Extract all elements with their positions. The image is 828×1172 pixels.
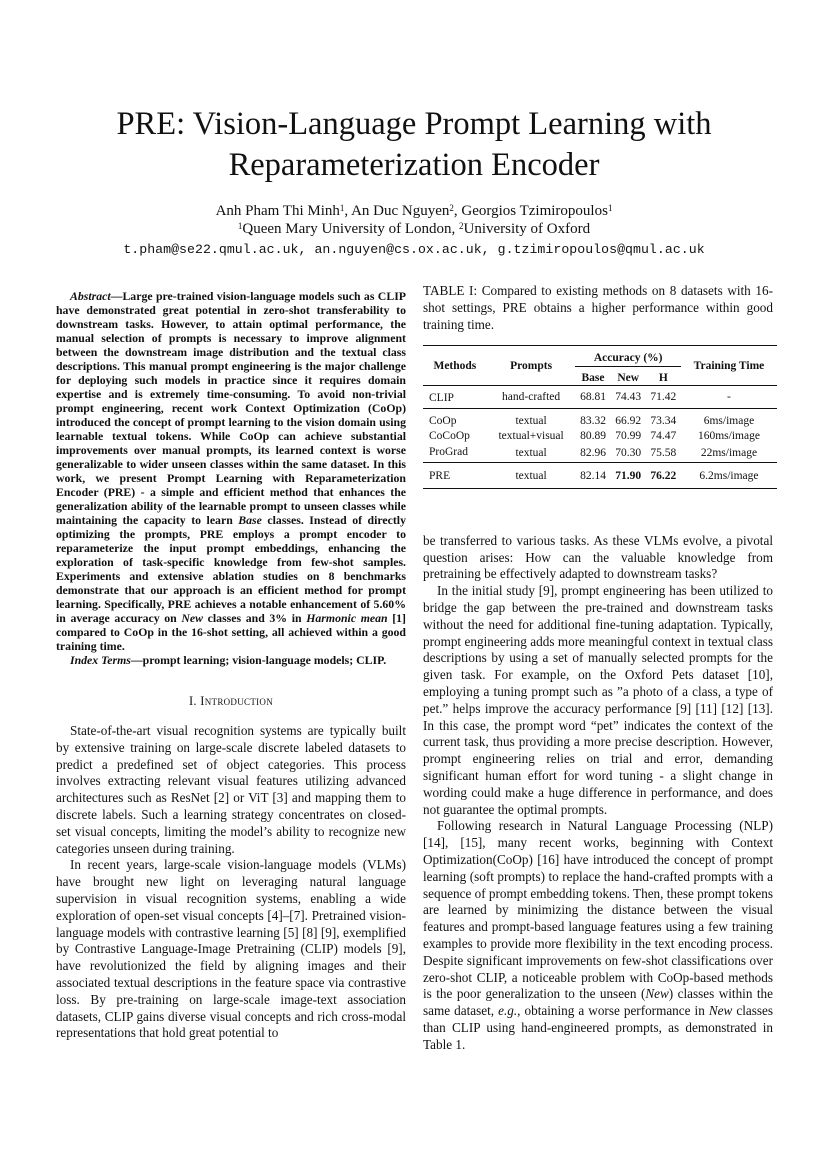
index-terms-lead: Index Terms bbox=[70, 653, 131, 667]
comparison-table bbox=[423, 345, 777, 489]
cell-new: 70.30 bbox=[615, 447, 642, 460]
cell-base: 82.96 bbox=[580, 447, 606, 460]
author-3-sup: 1 bbox=[607, 203, 613, 213]
abstract bbox=[56, 289, 406, 653]
cell-method: CoOp bbox=[429, 414, 457, 427]
cell-prompts: textual bbox=[515, 469, 547, 482]
section-heading-introduction: I. Introduction bbox=[188, 694, 274, 708]
intro-p5-new: New bbox=[645, 986, 669, 1002]
cell-h: 74.47 bbox=[650, 430, 677, 443]
left-column bbox=[56, 289, 406, 1042]
index-terms bbox=[56, 653, 406, 667]
cell-method: PRE bbox=[429, 470, 451, 483]
table-row bbox=[423, 444, 777, 463]
right-column bbox=[423, 283, 773, 1054]
index-terms-text: —prompt learning; vision-language models; CLIP. bbox=[130, 653, 387, 667]
affil-2: University of Oxford bbox=[463, 221, 591, 237]
cell-method: CoCoOp bbox=[429, 430, 470, 443]
table-caption: TABLE I: Compared to existing methods on 8 datasets with 16-shot settings, PRE obtains a higher performance within good training time. bbox=[423, 283, 773, 332]
cell-prompts: textual bbox=[515, 447, 547, 460]
header-training-time: Training Time bbox=[693, 359, 765, 372]
title-line-2: Reparameterization Encoder bbox=[228, 147, 600, 183]
cell-method: CLIP bbox=[429, 392, 454, 405]
author-list: Anh Pham Thi Minh$^1$, An Duc Nguyen$^2$, Georgios Tzimiropoulos$^1$ bbox=[215, 203, 613, 219]
header-prompts: Prompts bbox=[510, 359, 553, 372]
table-row bbox=[423, 428, 777, 444]
author-1-sup: 1 bbox=[339, 203, 345, 213]
author-emails: t.pham@se22.qmul.ac.uk, an.nguyen@cs.ox.ac.uk, g.tzimiropoulos@qmul.ac.uk bbox=[123, 242, 705, 257]
cell-prompts: textual bbox=[515, 414, 547, 427]
abstract-base: Base bbox=[238, 513, 262, 527]
intro-paragraph-2: In recent years, large-scale vision-language models (VLMs) have brought new light on leveraging natural language supervision in visual recognition systems, enabling a wide exploration of open-set visual concepts [4]–[7]. Pretrained vision-language models with contrastive learning [5] [8] [9], exemplified by Contrastive Language-Image Pretraining (CLIP) models [9], have revolutionized the field by aligning images and their associated textual descriptions in the feature space via contrastive loss. By pre-training on large-scale image-text association datasets, CLIP gains diverse visual concepts and rich cross-modal representations that hold great potential to bbox=[56, 857, 406, 1041]
table-row bbox=[423, 463, 777, 489]
intro-paragraph-5 bbox=[423, 818, 773, 1053]
abstract-text-4: [1] compared to CoOp in the 16-shot setting, all achieved within a good training time. bbox=[56, 611, 406, 653]
cell-new: 70.99 bbox=[615, 430, 642, 443]
cell-h: 73.34 bbox=[650, 414, 677, 427]
abstract-lead: Abstract bbox=[70, 289, 111, 303]
intro-paragraph-3: be transferred to various tasks. As these VLMs evolve, a pivotal question arises: How can the valuable knowledge from pretraining be effectively adapted to downstream tasks? bbox=[423, 532, 773, 582]
cell-new: 71.90 bbox=[615, 469, 642, 482]
author-1: Anh Pham Thi Minh bbox=[215, 203, 340, 219]
abstract-harmonic: Harmonic mean bbox=[306, 611, 388, 625]
header-h: H bbox=[658, 371, 668, 384]
cell-h: 75.58 bbox=[650, 447, 677, 460]
intro-p5-text-a: Following research in Natural Language Processing (NLP) [14], [15], many recent works, beginning with Context Optimization(CoOp) [16] have introduced the concept of prompt learning (soft prompts) to replace the hand-crafted prompts with a sequence of prompt embedding tokens. Then, these prompt tokens are learned by minimizing the distance between the visual features and prompt-based language features using a few training examples to provide more flexibility in the text encoding process. Despite significant improvements on few-shot classifications over zero-shot CLIP, a noticeable problem with CoOp-based methods is the poor generalization to the unseen ( bbox=[423, 818, 773, 1002]
author-2-sup: 2 bbox=[449, 203, 454, 213]
cell-new: 74.43 bbox=[615, 391, 642, 404]
affil-1-sup: 1 bbox=[237, 221, 243, 231]
cell-h: 76.22 bbox=[650, 469, 677, 482]
cell-prompts: textual+visual bbox=[498, 430, 564, 443]
header-methods: Methods bbox=[433, 359, 477, 372]
cell-time: 6ms/image bbox=[703, 414, 755, 427]
cell-base: 83.32 bbox=[580, 414, 606, 427]
intro-p5-text-d: classes than CLIP using hand-engineered prompts, as demonstrated in Table 1. bbox=[423, 1003, 773, 1052]
intro-paragraph-4: In the initial study [9], prompt engineering has been utilized to bridge the gap between the pre-trained and downstream tasks without the need for additional fine-tuning adaptation. Typically, prompt engineering adds more meaningful context in textual class descriptions by using a set of manually selected prompts for the given task. For example, on the Oxford Pets dataset [10], employing a tuning prompt such as ”a photo of a class, a type of pet.” helps improve the accuracy performance [9] [11] [12] [13]. In this case, the prompt word “pet” indicates the context of the current task, thus providing a more precise description. However, prompt engineering relies on trial and error, demanding significant human effort for word tuning - a slight change in wording could make a huge difference in performance, and does not guarantee the optimal prompts. bbox=[423, 583, 773, 817]
affil-2-sup: 2 bbox=[458, 221, 464, 231]
cell-time: - bbox=[727, 391, 731, 404]
affil-1: Queen Mary University of London, bbox=[242, 221, 456, 237]
cell-method: ProGrad bbox=[429, 445, 468, 458]
author-2: An Duc Nguyen bbox=[351, 203, 450, 219]
intro-p5-eg: e.g. bbox=[498, 1003, 518, 1019]
abstract-new: New bbox=[181, 611, 204, 625]
intro-p5-text-c: , obtaining a worse performance in bbox=[517, 1003, 709, 1019]
author-3: Georgios Tzimiropoulos bbox=[461, 203, 608, 219]
intro-paragraph-1: State-of-the-art visual recognition systems are typically built by extensive training on large-scale discrete labeled datasets to predict a predefined set of object categories. This process involves extracting relevant visual features utilizing advanced architectures such as ResNet [2] or ViT [3] and mapping them to discrete labels. Such a learning strategy concentrates on closed-set visual concepts, limiting the model’s ability to recognize new categories unseen during training. bbox=[56, 723, 406, 856]
header-base: Base bbox=[581, 371, 605, 384]
title-line-1: PRE: Vision-Language Prompt Learning with bbox=[116, 106, 712, 142]
cell-base: 82.14 bbox=[580, 469, 606, 482]
cell-time: 160ms/image bbox=[697, 430, 760, 443]
cell-base: 80.89 bbox=[580, 430, 606, 443]
cell-h: 71.42 bbox=[650, 391, 677, 404]
paper-title bbox=[0, 104, 828, 186]
cell-prompts: hand-crafted bbox=[502, 391, 561, 404]
cell-new: 66.92 bbox=[615, 414, 642, 427]
cell-time: 6.2ms/image bbox=[699, 469, 759, 482]
abstract-text-2: classes. Instead of directly optimizing the prompts, PRE employs a prompt encoder to reparameterize the input prompt embeddings, enhancing the exploration of task-specific knowledge from few-shot samples. Experiments and extensive ablation studies on 8 benchmarks demonstrate that our approach is an efficient method for prompt learning. Specifically, PRE achieves a notable enhancement of 5.60% in average accuracy on bbox=[56, 513, 406, 625]
header-accuracy: Accuracy (%) bbox=[575, 346, 681, 367]
intro-p5-text-b: ) classes within the same dataset, bbox=[423, 986, 773, 1019]
header-new: New bbox=[617, 371, 640, 384]
cell-time: 22ms/image bbox=[700, 447, 758, 460]
table-row bbox=[423, 408, 777, 428]
intro-p5-new-2: New bbox=[708, 1003, 733, 1019]
table-header-row bbox=[423, 346, 777, 367]
table-row bbox=[423, 386, 777, 409]
abstract-text-3: classes and 3% in bbox=[203, 611, 307, 625]
affiliations bbox=[0, 220, 828, 238]
abstract-text-1: —Large pre-trained vision-language models such as CLIP have demonstrated great potential in zero-shot transferability to downstream tasks. However, to attain optimal performance, the manual selection of prompts is necessary to improve alignment between the downstream image distribution and the textual class descriptions. This manual prompt engineering is the major challenge for deploying such models in practice since it requires domain expertise and is extremely time-consuming. To avoid non-trivial prompt engineering, recent work Context Optimization (CoOp) introduced the concept of prompt learning to the vision domain using learnable textual tokens. While CoOp can achieve substantial improvements over manual prompts, its learned context is worse generalizable to wider unseen classes within the same dataset. In this work, we present Prompt Learning with Reparameterization Encoder (PRE) - a simple and efficient method that enhances the generalization ability of the learnable prompt to unseen classes while maintaining the capacity to learn bbox=[56, 289, 406, 527]
cell-base: 68.81 bbox=[580, 391, 606, 404]
